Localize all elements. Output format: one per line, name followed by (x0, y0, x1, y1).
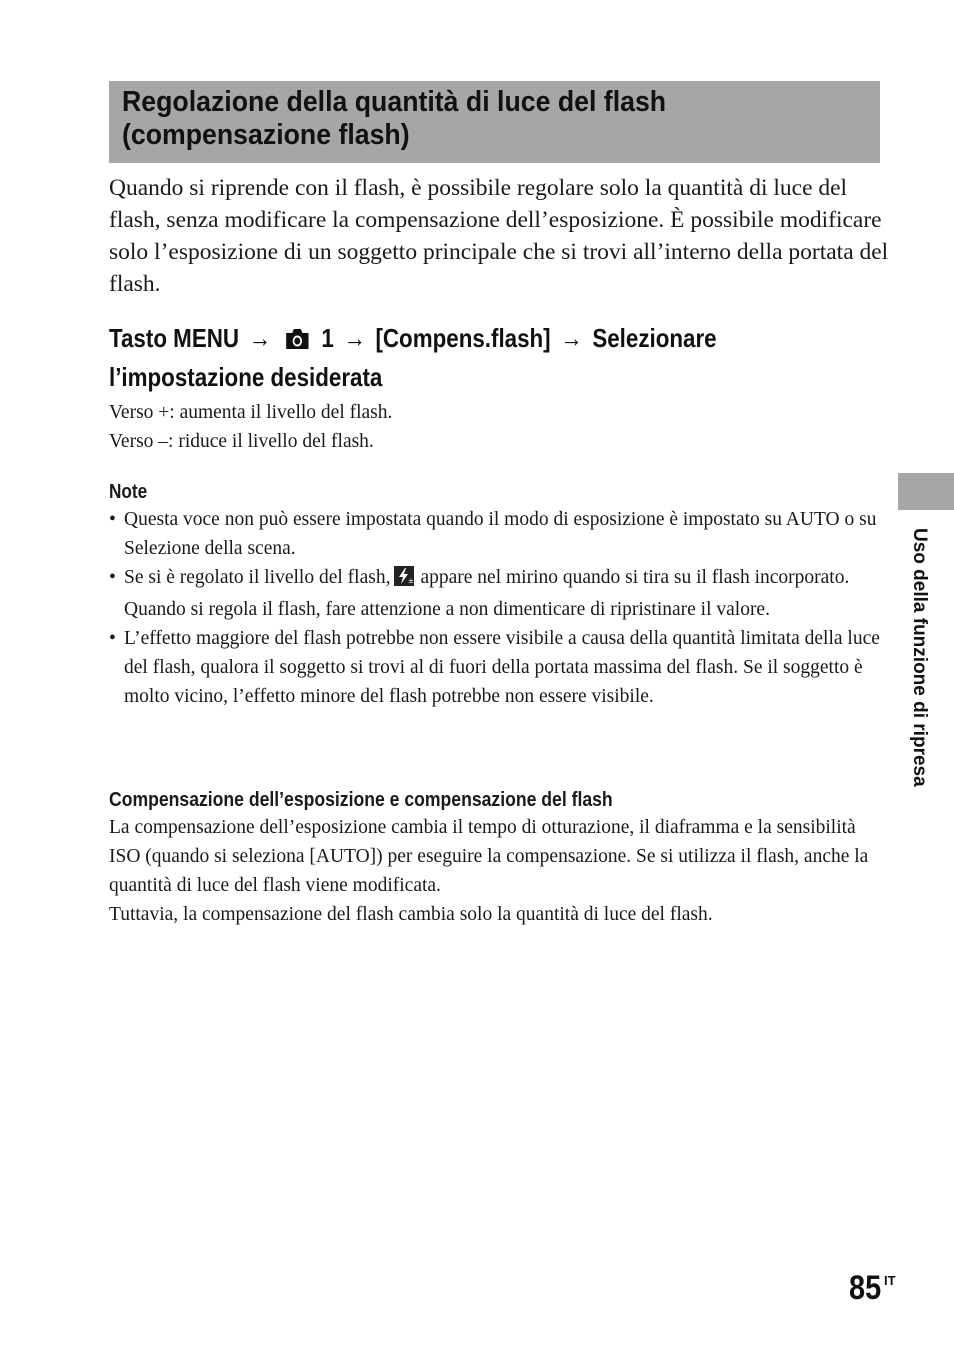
procedure-menu-item: [Compens.flash] (375, 323, 551, 353)
option-decrease: Verso –: riduce il livello del flash. (109, 431, 374, 452)
arrow-right-icon: → (343, 323, 366, 353)
subsection-paragraph: Tuttavia, la compensazione del flash cambia solo la quantità di luce del flash. (109, 904, 713, 925)
flash-compensation-icon (394, 566, 414, 595)
note-text: Se si è regolato il livello del flash, (124, 567, 391, 588)
procedure-heading (109, 321, 814, 395)
subsection-heading: Compensazione dell’esposizione e compensazione del flash (109, 789, 613, 811)
svg-text:±: ± (408, 577, 415, 585)
camera-icon (284, 325, 310, 360)
section-title: Regolazione della quantità di luce del flash (compensazione flash) (122, 86, 667, 151)
subsection-body (109, 813, 889, 929)
note-item: • L’effetto maggiore del flash potrebbe non essere visibile a causa della quantità limitata della luce del flash, qualora il soggetto si trovi al di fuori della portata massima del flash. Se il soggetto è molto vicino, l’effetto minore del flash potrebbe non essere visibile. (109, 624, 889, 711)
arrow-right-icon: → (248, 323, 272, 353)
procedure-menu-number: 1 (321, 323, 334, 353)
chapter-label: Uso della funzione di ripresa (909, 528, 930, 787)
notes-heading: Note (109, 481, 148, 503)
chapter-tab (898, 473, 954, 510)
note-item (109, 563, 889, 624)
intro-paragraph: Quando si riprende con il flash, è possibile regolare solo la quantità di luce del flash, senza modificare la compensazione dell’esposizione. È possibile modificare solo l’esposizione di un soggetto principale che si trovi all’interno della portata del flash. (109, 175, 889, 297)
notes-list (109, 505, 889, 711)
page-number: 85 (849, 1269, 882, 1307)
arrow-right-icon: → (560, 323, 583, 353)
note-item: • Questa voce non può essere impostata quando il modo di esposizione è impostato su AUTO o su Selezione della scena. (109, 505, 889, 563)
option-increase: Verso +: aumenta il livello del flash. (109, 402, 393, 423)
subsection-paragraph: La compensazione dell’esposizione cambia il tempo di otturazione, il diaframma e la sensibilità ISO (quando si seleziona [AUTO]) per eseguire la compensazione. Se si utilizza il flash, anche la quantità di luce del flash viene modificata. (109, 817, 869, 896)
note-text: appare nel mirino quando si tira su il flash incorporato. Quando si regola il flash, fare attenzione a non dimenticare di ripristinare il valore. (124, 567, 850, 620)
procedure-action: Selezionare l’impostazione desiderata (109, 323, 717, 392)
page-language-code: IT (884, 1273, 896, 1288)
section-title-box (109, 81, 880, 163)
options-list (109, 398, 889, 456)
procedure-menu-label: Tasto MENU (109, 323, 240, 353)
